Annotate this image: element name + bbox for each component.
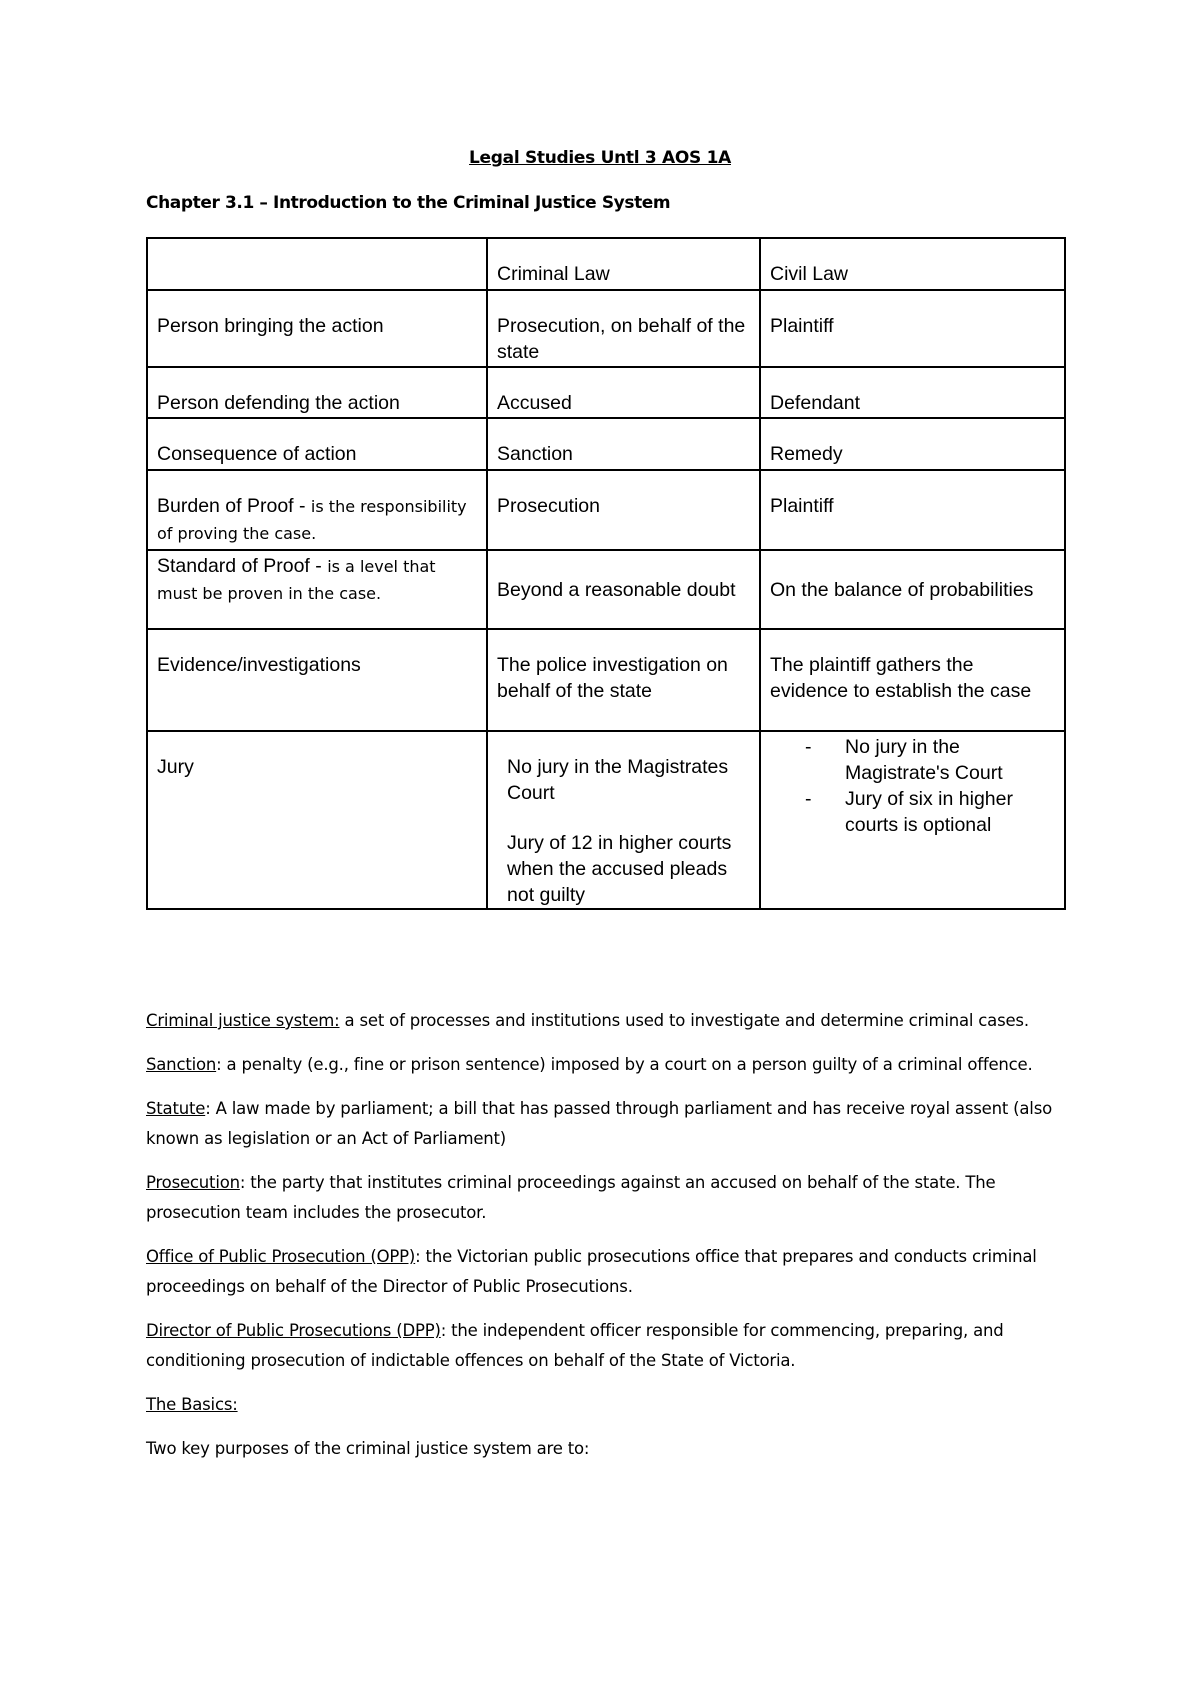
row-label-term: Standard of Proof - xyxy=(157,555,328,577)
row-label: Person defending the action xyxy=(147,367,487,418)
definitions-section xyxy=(146,1006,1076,1478)
row-label-term: Burden of Proof - xyxy=(157,495,311,517)
definition-term: Prosecution xyxy=(146,1173,240,1192)
criminal-cell: Sanction xyxy=(487,418,760,470)
definition-text: a set of processes and institutions used to investigate and determine criminal cases. xyxy=(339,1011,1029,1030)
list-item xyxy=(770,786,1055,838)
list-item-text: No jury in the Magistrate's Court xyxy=(845,736,1003,784)
criminal-cell xyxy=(487,731,760,909)
header-empty-cell xyxy=(147,238,487,290)
definition-term: Office of Public Prosecution (OPP) xyxy=(146,1247,416,1266)
civil-jury-list xyxy=(770,734,1055,838)
definition xyxy=(146,1242,1076,1302)
definition-term: Criminal justice system: xyxy=(146,1011,340,1030)
criminal-cell: Accused xyxy=(487,367,760,418)
definition xyxy=(146,1168,1076,1228)
basics-heading xyxy=(146,1390,1076,1420)
definition xyxy=(146,1006,1076,1036)
criminal-cell: Prosecution, on behalf of the state xyxy=(487,290,760,367)
header-civil-law: Civil Law xyxy=(760,238,1065,290)
row-label: Person bringing the action xyxy=(147,290,487,367)
basics-text: Two key purposes of the criminal justice system are to: xyxy=(146,1439,590,1458)
definition xyxy=(146,1316,1076,1376)
chapter-heading: Chapter 3.1 – Introduction to the Criminal Justice System xyxy=(146,193,671,213)
civil-cell: Plaintiff xyxy=(760,470,1065,550)
civil-cell: Plaintiff xyxy=(760,290,1065,367)
row-label xyxy=(147,550,487,629)
definition-text: : the independent officer responsible for commencing, preparing, and conditioning prosecution of indictable offences on behalf of the State of Victoria. xyxy=(146,1321,1004,1370)
criminal-cell: The police investigation on behalf of the state xyxy=(487,629,760,731)
row-label: Consequence of action xyxy=(147,418,487,470)
civil-cell: Defendant xyxy=(760,367,1065,418)
criminal-cell: Prosecution xyxy=(487,470,760,550)
table-row xyxy=(147,470,1065,550)
row-label-note: is a level that must be proven in the case. xyxy=(157,557,436,603)
definition xyxy=(146,1094,1076,1154)
civil-cell xyxy=(760,731,1065,909)
table-row xyxy=(147,731,1065,909)
criminal-jury-line: Jury of 12 in higher courts when the accused pleads not guilty xyxy=(507,832,732,906)
dash-bullet: - xyxy=(805,736,812,758)
definition-text: : the party that institutes criminal proceedings against an accused on behalf of the state. The prosecution team includes the prosecutor. xyxy=(146,1173,996,1222)
row-label: Evidence/investigations xyxy=(147,629,487,731)
table-row xyxy=(147,629,1065,731)
basics-heading-text: The Basics: xyxy=(146,1395,238,1414)
definition-term: Director of Public Prosecutions (DPP) xyxy=(146,1321,441,1340)
definition-term: Statute xyxy=(146,1099,206,1118)
definition-text: : a penalty (e.g., fine or prison sentence) imposed by a court on a person guilty of a criminal offence. xyxy=(216,1055,1033,1074)
dash-bullet: - xyxy=(805,788,812,810)
table-row xyxy=(147,550,1065,629)
list-item xyxy=(770,734,1055,786)
table-header-row xyxy=(147,238,1065,290)
row-label xyxy=(147,470,487,550)
definition-text: : A law made by parliament; a bill that has passed through parliament and has receive royal assent (also known as legislation or an Act of Parliament) xyxy=(146,1099,1052,1148)
document-title: Legal Studies Untl 3 AOS 1A xyxy=(469,148,731,168)
definition xyxy=(146,1050,1076,1080)
header-criminal-law: Criminal Law xyxy=(487,238,760,290)
table-row xyxy=(147,418,1065,470)
criminal-jury-line: No jury in the Magistrates Court xyxy=(507,756,729,804)
table-row xyxy=(147,290,1065,367)
civil-cell: Remedy xyxy=(760,418,1065,470)
row-label: Jury xyxy=(147,731,487,909)
row-label-note: is the responsibility of proving the case. xyxy=(157,497,467,543)
comparison-table xyxy=(146,237,1066,910)
civil-cell: On the balance of probabilities xyxy=(760,550,1065,629)
list-item-text: Jury of six in higher courts is optional xyxy=(845,788,1013,836)
definition-text: : the Victorian public prosecutions office that prepares and conducts criminal proceedings on behalf of the Director of Public Prosecutions. xyxy=(146,1247,1037,1296)
criminal-cell: Beyond a reasonable doubt xyxy=(487,550,760,629)
civil-cell: The plaintiff gathers the evidence to establish the case xyxy=(760,629,1065,731)
definition-term: Sanction xyxy=(146,1055,217,1074)
table-row xyxy=(147,367,1065,418)
